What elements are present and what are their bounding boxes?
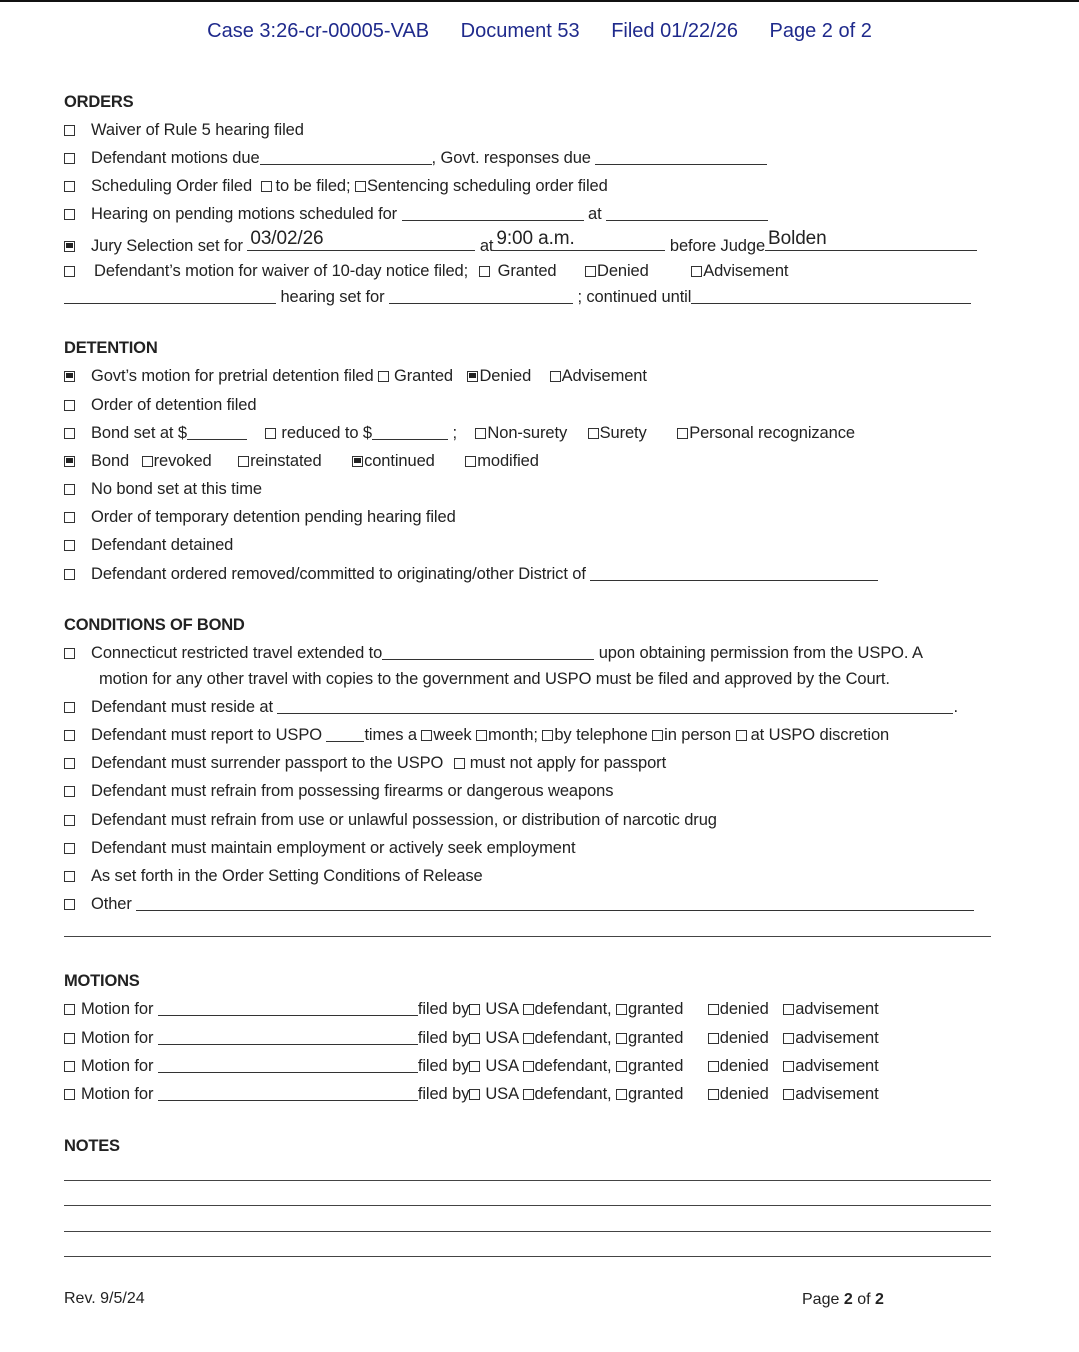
conditions-reside: Defendant must reside at . — [64, 698, 958, 717]
checkbox-icon[interactable] — [64, 569, 75, 580]
checkbox-icon[interactable] — [421, 730, 432, 741]
jury-date-field[interactable]: 03/02/26 — [247, 233, 475, 251]
checkbox-icon[interactable] — [64, 181, 75, 192]
checkbox-icon[interactable] — [708, 1004, 719, 1015]
detention-bond-set: Bond set at $ reduced to $ ; Non-surety Surety Personal recognizance — [64, 424, 855, 443]
checkbox-icon[interactable] — [64, 730, 75, 741]
conditions-order-setting: As set forth in the Order Setting Conditions of Release — [64, 867, 483, 886]
checkbox-icon[interactable] — [616, 1033, 627, 1044]
checkbox-icon[interactable] — [64, 428, 75, 439]
checkbox-icon[interactable] — [475, 428, 486, 439]
checkbox-icon[interactable] — [542, 730, 553, 741]
other-condition-field[interactable] — [136, 896, 974, 911]
checkbox-icon[interactable] — [783, 1061, 794, 1072]
checkbox-icon[interactable] — [616, 1089, 627, 1100]
section-title-notes: NOTES — [64, 1137, 120, 1155]
notes-line[interactable] — [64, 1180, 991, 1181]
checkbox-icon[interactable] — [550, 371, 561, 382]
checkbox-icon[interactable] — [378, 371, 389, 382]
detention-order-detention: Order of detention filed — [64, 396, 256, 415]
orders-waiver-rule5: Waiver of Rule 5 hearing filed — [64, 121, 304, 140]
footer-page-number: Page 2 of 2 — [802, 1291, 884, 1308]
checkbox-icon[interactable] — [355, 181, 366, 192]
notes-line[interactable] — [64, 1256, 991, 1257]
case-header — [0, 20, 1079, 43]
checkbox-icon[interactable] — [64, 484, 75, 495]
section-title-detention: DETENTION — [64, 339, 158, 357]
conditions-firearms: Defendant must refrain from possessing firearms or dangerous weapons — [64, 782, 613, 801]
filed-date: Filed 01/22/26 — [611, 20, 738, 42]
checkbox-icon[interactable] — [708, 1033, 719, 1044]
checkbox-icon[interactable] — [64, 540, 75, 551]
checkbox-icon[interactable] — [523, 1004, 534, 1015]
detention-govt-motion: Govt’s motion for pretrial detention filed Granted Denied Advisement — [64, 367, 647, 386]
checkbox-icon[interactable] — [64, 1033, 75, 1044]
checkbox-icon[interactable] — [469, 1033, 480, 1044]
motion-row: Motion for filed by USA defendant, granted denied advisement — [64, 1085, 879, 1104]
orders-jury-selection: Jury Selection set for 03/02/26 at 9:00 a.m. before Judge Bolden — [64, 233, 977, 256]
checkbox-icon[interactable] — [64, 125, 75, 136]
checkbox-icon[interactable] — [523, 1033, 534, 1044]
checkbox-icon[interactable] — [691, 266, 702, 277]
motion-description-field[interactable] — [158, 1058, 418, 1073]
def-motions-due-field[interactable] — [260, 150, 432, 165]
section-title-conditions: CONDITIONS OF BOND — [64, 616, 245, 634]
checkbox-icon[interactable] — [469, 1061, 480, 1072]
orders-hearing-pending: Hearing on pending motions scheduled for at — [64, 205, 768, 224]
other-condition-line-2[interactable] — [64, 936, 991, 937]
checked-checkbox-icon[interactable] — [467, 371, 478, 382]
motion-description-field[interactable] — [158, 1030, 418, 1045]
checkbox-icon[interactable] — [64, 648, 75, 659]
hearing-time-field[interactable] — [606, 206, 768, 221]
motion-row: Motion for filed by USA defendant, granted denied advisement — [64, 1000, 879, 1019]
document-number: Document 53 — [460, 20, 580, 42]
checkbox-icon[interactable] — [708, 1089, 719, 1100]
checkbox-icon[interactable] — [64, 1004, 75, 1015]
checkbox-icon[interactable] — [479, 266, 490, 277]
hearing-type-field[interactable] — [64, 289, 276, 304]
conditions-ct-travel-cont: motion for any other travel with copies to the government and USPO must be filed and approved by the Court. — [99, 670, 890, 688]
govt-responses-due-field[interactable] — [595, 150, 767, 165]
conditions-report: Defendant must report to USPO times a week month; by telephone in person at USPO discretion — [64, 726, 889, 745]
notes-line[interactable] — [64, 1205, 991, 1206]
checkbox-icon[interactable] — [64, 153, 75, 164]
revision-date: Rev. 9/5/24 — [64, 1290, 145, 1307]
checked-checkbox-icon[interactable] — [64, 241, 75, 252]
checkbox-icon[interactable] — [64, 758, 75, 769]
checkbox-icon[interactable] — [736, 730, 747, 741]
orders-waiver-10day: Defendant’s motion for waiver of 10-day notice filed; Granted Denied Advisement — [64, 262, 788, 281]
checkbox-icon[interactable] — [652, 730, 663, 741]
checkbox-icon[interactable] — [64, 702, 75, 713]
checkbox-icon[interactable] — [64, 512, 75, 523]
bond-amount-field[interactable] — [187, 425, 247, 440]
checkbox-icon[interactable] — [469, 1089, 480, 1100]
page-top-border — [0, 0, 1079, 2]
checkbox-icon[interactable] — [454, 758, 465, 769]
detention-temporary: Order of temporary detention pending hearing filed — [64, 508, 456, 527]
checkbox-icon[interactable] — [64, 266, 75, 277]
checkbox-icon[interactable] — [585, 266, 596, 277]
motion-row: Motion for filed by USA defendant, granted denied advisement — [64, 1029, 879, 1048]
checkbox-icon[interactable] — [616, 1061, 627, 1072]
reside-address-field[interactable] — [277, 699, 953, 714]
orders-motions-due: Defendant motions due , Govt. responses due — [64, 149, 767, 168]
section-title-motions: MOTIONS — [64, 972, 140, 990]
hearing-set-for-field[interactable] — [389, 289, 573, 304]
checkbox-icon[interactable] — [465, 456, 476, 467]
checkbox-icon[interactable] — [523, 1061, 534, 1072]
conditions-passport: Defendant must surrender passport to the USPO must not apply for passport — [64, 754, 666, 773]
checkbox-icon[interactable] — [588, 428, 599, 439]
notes-line[interactable] — [64, 1231, 991, 1232]
conditions-ct-travel: Connecticut restricted travel extended to upon obtaining permission from the USPO. A — [64, 644, 923, 663]
checkbox-icon[interactable] — [64, 1061, 75, 1072]
district-field[interactable] — [590, 566, 878, 581]
report-times-field[interactable] — [326, 727, 364, 742]
checkbox-icon[interactable] — [64, 400, 75, 411]
conditions-employment: Defendant must maintain employment or actively seek employment — [64, 839, 575, 858]
detention-no-bond: No bond set at this time — [64, 480, 262, 499]
detention-bond-status: Bond revoked reinstated continued modified — [64, 452, 539, 471]
checkbox-icon[interactable] — [64, 871, 75, 882]
checkbox-icon[interactable] — [64, 209, 75, 220]
hearing-date-field[interactable] — [402, 206, 584, 221]
checkbox-icon[interactable] — [476, 730, 487, 741]
reduced-amount-field[interactable] — [372, 425, 448, 440]
checkbox-icon[interactable] — [265, 428, 276, 439]
conditions-other: Other — [64, 895, 974, 914]
section-title-orders: ORDERS — [64, 93, 134, 111]
continued-until-field[interactable] — [691, 289, 971, 304]
travel-extended-field[interactable] — [382, 645, 594, 660]
conditions-narcotic: Defendant must refrain from use or unlawful possession, or distribution of narcotic drug — [64, 811, 717, 830]
checkbox-icon[interactable] — [261, 181, 272, 192]
checkbox-icon[interactable] — [677, 428, 688, 439]
checked-checkbox-icon[interactable] — [64, 371, 75, 382]
detention-removed: Defendant ordered removed/committed to originating/other District of — [64, 565, 878, 584]
checkbox-icon[interactable] — [523, 1089, 534, 1100]
jury-time-field[interactable]: 9:00 a.m. — [493, 233, 665, 251]
checkbox-icon[interactable] — [783, 1033, 794, 1044]
checkbox-icon[interactable] — [238, 456, 249, 467]
page-indicator: Page 2 of 2 — [769, 20, 872, 42]
case-number: Case 3:26-cr-00005-VAB — [207, 20, 430, 42]
motion-description-field[interactable] — [158, 1001, 418, 1016]
checkbox-icon[interactable] — [616, 1004, 627, 1015]
checkbox-icon[interactable] — [64, 843, 75, 854]
judge-name-field[interactable]: Bolden — [765, 233, 977, 251]
checkbox-icon[interactable] — [142, 456, 153, 467]
checked-checkbox-icon[interactable] — [64, 456, 75, 467]
orders-scheduling: Scheduling Order filed to be filed; Sentencing scheduling order filed — [64, 177, 608, 196]
checked-checkbox-icon[interactable] — [352, 456, 363, 467]
motion-description-field[interactable] — [158, 1086, 418, 1101]
orders-hearing-continued: hearing set for ; continued until — [64, 288, 971, 307]
checkbox-icon[interactable] — [469, 1004, 480, 1015]
checkbox-icon[interactable] — [64, 786, 75, 797]
motion-row: Motion for filed by USA defendant, granted denied advisement — [64, 1057, 879, 1076]
checkbox-icon[interactable] — [708, 1061, 719, 1072]
checkbox-icon[interactable] — [783, 1004, 794, 1015]
checkbox-icon[interactable] — [64, 815, 75, 826]
checkbox-icon[interactable] — [64, 1089, 75, 1100]
detention-detained: Defendant detained — [64, 536, 233, 555]
checkbox-icon[interactable] — [783, 1089, 794, 1100]
checkbox-icon[interactable] — [64, 899, 75, 910]
